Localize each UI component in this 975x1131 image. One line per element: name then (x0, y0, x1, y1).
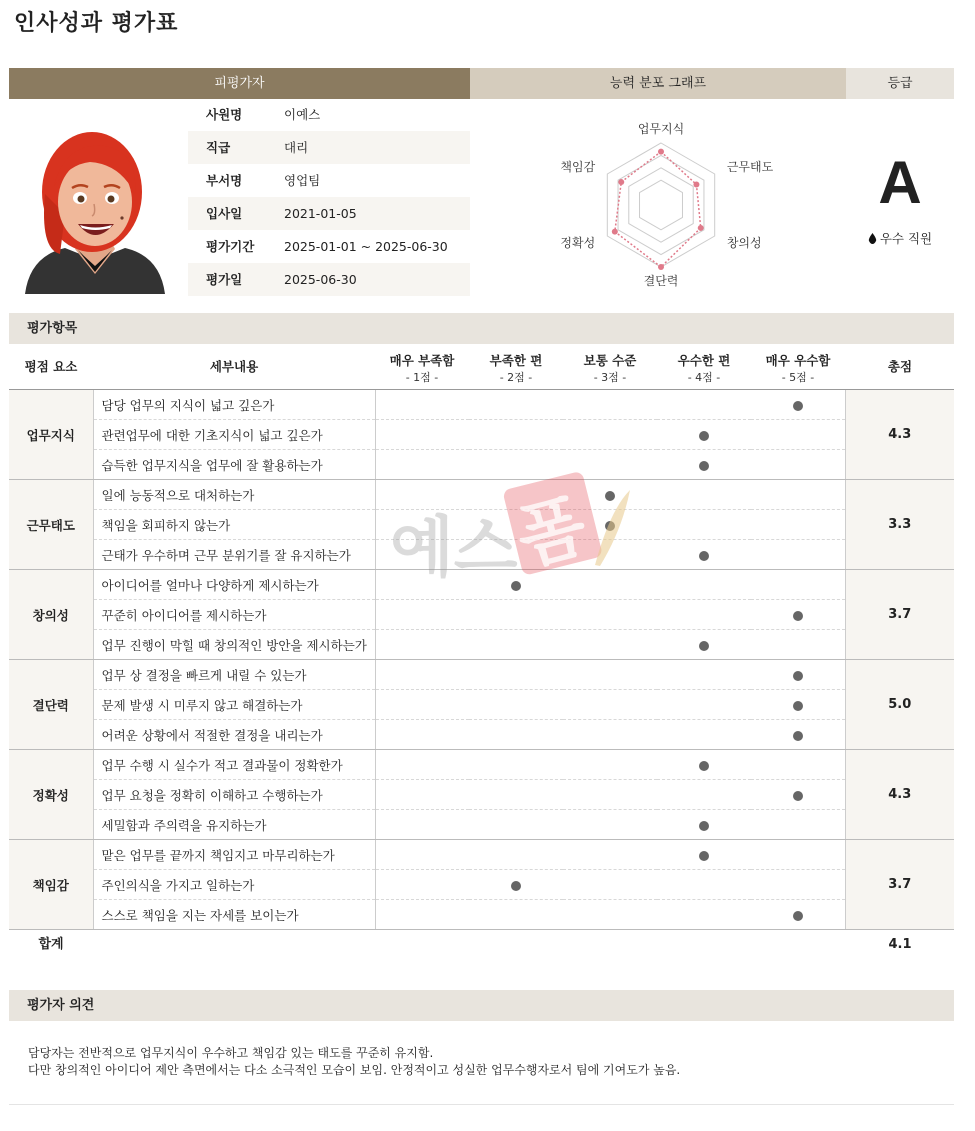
score-cell-4 (657, 750, 751, 780)
score-cell-5 (751, 780, 845, 810)
scale-points: - 1점 - (405, 371, 439, 384)
scale-label: 보통 수준 (583, 353, 637, 368)
score-dot (511, 881, 521, 891)
category-total: 3.7 (845, 840, 954, 930)
radar-point (658, 264, 664, 270)
score-cell-4 (657, 900, 751, 930)
score-cell-1 (375, 810, 469, 840)
item-text: 문제 발생 시 미루지 않고 해결하는가 (93, 690, 375, 720)
item-text: 꾸준히 아이디어를 제시하는가 (93, 600, 375, 630)
opinion-header (9, 990, 954, 1021)
score-cell-2 (469, 420, 563, 450)
radar-axis-label: 창의성 (726, 236, 762, 250)
scale-label: 매우 우수함 (765, 353, 831, 368)
score-cell-5 (751, 510, 845, 540)
score-cell-5 (751, 840, 845, 870)
radar-point (612, 229, 618, 235)
score-cell-5 (751, 540, 845, 570)
info-label: 사원명 (206, 107, 243, 122)
grade-letter: A (878, 149, 922, 216)
score-cell-4 (657, 570, 751, 600)
table-row (9, 540, 954, 570)
table-row (9, 810, 954, 840)
item-text: 세밀함과 주의력을 유지하는가 (93, 810, 375, 840)
table-row (9, 750, 954, 780)
score-cell-3 (563, 750, 657, 780)
bottom-divider (9, 1104, 954, 1105)
score-cell-1 (375, 390, 469, 420)
score-cell-3 (563, 690, 657, 720)
score-cell-1 (375, 750, 469, 780)
score-cell-4 (657, 690, 751, 720)
scale-points: - 4점 - (687, 371, 721, 384)
score-cell-1 (375, 450, 469, 480)
score-cell-4 (657, 870, 751, 900)
score-cell-1 (375, 540, 469, 570)
opinion-line: 담당자는 전반적으로 업무지식이 우수하고 책임감 있는 태도를 꾸준히 유지함. (28, 1046, 434, 1060)
info-row (188, 98, 470, 131)
score-dot (699, 551, 709, 561)
score-cell-3 (563, 510, 657, 540)
info-value: 영업팀 (284, 173, 321, 188)
score-cell-2 (469, 390, 563, 420)
item-text: 아이디어를 얼마나 다양하게 제시하는가 (93, 570, 375, 600)
score-cell-5 (751, 600, 845, 630)
score-cell-4 (657, 390, 751, 420)
graph-header: 능력 분포 그래프 (470, 68, 846, 99)
score-dot (699, 431, 709, 441)
score-dot (699, 851, 709, 861)
score-cell-5 (751, 870, 845, 900)
opinion-line: 다만 창의적인 아이디어 제안 측면에서는 다소 소극적인 모습이 보임. 안정적이고 성실한 업무수행자로서 팀에 기여도가 높음. (28, 1063, 681, 1077)
score-dot (605, 491, 615, 501)
score-cell-3 (563, 570, 657, 600)
grade-header: 등급 (846, 68, 954, 99)
item-text: 책임을 회피하지 않는가 (93, 510, 375, 540)
score-cell-5 (751, 720, 845, 750)
score-cell-4 (657, 840, 751, 870)
category-name: 창의성 (9, 570, 93, 660)
score-cell-4 (657, 510, 751, 540)
score-cell-2 (469, 690, 563, 720)
evaluation-table (9, 390, 954, 930)
info-value: 이예스 (284, 107, 321, 122)
score-cell-4 (657, 630, 751, 660)
score-cell-1 (375, 900, 469, 930)
category-total: 3.3 (845, 480, 954, 570)
grade-description (846, 229, 954, 247)
score-dot (605, 521, 615, 531)
score-cell-5 (751, 750, 845, 780)
score-cell-2 (469, 480, 563, 510)
opinion-title: 평가자 의견 (27, 998, 95, 1013)
section-items-header (9, 313, 954, 344)
col-header-detail (93, 344, 375, 390)
info-label: 부서명 (206, 173, 243, 188)
radar-axis-label: 책임감 (560, 160, 596, 174)
radar-series-line (615, 152, 701, 267)
score-dot (793, 401, 803, 411)
col-header-scale (563, 344, 657, 390)
table-row (9, 690, 954, 720)
score-cell-3 (563, 660, 657, 690)
score-dot (793, 791, 803, 801)
info-label: 직급 (206, 140, 231, 155)
score-cell-4 (657, 810, 751, 840)
radar-axis-label: 정확성 (560, 236, 596, 250)
score-cell-5 (751, 390, 845, 420)
info-row (188, 263, 470, 296)
score-dot (793, 911, 803, 921)
score-cell-3 (563, 810, 657, 840)
category-name: 책임감 (9, 840, 93, 930)
item-text: 주인의식을 가지고 일하는가 (93, 870, 375, 900)
col-header-scale (375, 344, 469, 390)
category-total: 4.3 (845, 390, 954, 480)
score-cell-3 (563, 390, 657, 420)
score-cell-1 (375, 420, 469, 450)
scale-label: 우수한 편 (677, 353, 731, 368)
score-dot (699, 641, 709, 651)
score-dot (699, 461, 709, 471)
col-factor: 평점 요소 (24, 359, 78, 374)
score-cell-2 (469, 810, 563, 840)
score-cell-4 (657, 420, 751, 450)
score-cell-4 (657, 480, 751, 510)
table-row (9, 660, 954, 690)
score-cell-2 (469, 720, 563, 750)
score-cell-1 (375, 690, 469, 720)
score-cell-4 (657, 660, 751, 690)
info-value: 2025-01-01 ~ 2025-06-30 (284, 239, 448, 254)
score-cell-1 (375, 780, 469, 810)
item-text: 담당 업무의 지식이 넓고 깊은가 (93, 390, 375, 420)
info-value: 2021-01-05 (284, 206, 357, 221)
score-cell-4 (657, 780, 751, 810)
score-cell-1 (375, 510, 469, 540)
info-value: 대리 (284, 140, 309, 155)
score-cell-1 (375, 840, 469, 870)
info-row (188, 131, 470, 164)
score-cell-5 (751, 660, 845, 690)
radar-chart (540, 108, 800, 298)
item-text: 일에 능동적으로 대처하는가 (93, 480, 375, 510)
score-cell-2 (469, 570, 563, 600)
score-cell-3 (563, 840, 657, 870)
score-cell-4 (657, 720, 751, 750)
info-label: 평가기간 (206, 239, 255, 254)
info-label: 평가일 (206, 272, 243, 287)
score-dot (699, 761, 709, 771)
radar-point (658, 149, 664, 155)
item-text: 업무 요청을 정확히 이해하고 수행하는가 (93, 780, 375, 810)
score-dot (793, 701, 803, 711)
item-text: 맡은 업무를 끝까지 책임지고 마무리하는가 (93, 840, 375, 870)
category-name: 업무지식 (9, 390, 93, 480)
score-cell-2 (469, 450, 563, 480)
radar-axis-label: 근무태도 (726, 160, 774, 174)
watermark-left: 예스 (390, 509, 518, 580)
score-cell-3 (563, 420, 657, 450)
score-cell-2 (469, 750, 563, 780)
info-value: 2025-06-30 (284, 272, 357, 287)
score-cell-1 (375, 720, 469, 750)
col-header-scale (751, 344, 845, 390)
score-cell-2 (469, 540, 563, 570)
item-text: 근태가 우수하며 근무 분위기를 잘 유지하는가 (93, 540, 375, 570)
score-cell-2 (469, 870, 563, 900)
score-cell-3 (563, 720, 657, 750)
avatar (20, 124, 170, 294)
score-cell-3 (563, 600, 657, 630)
score-dot (793, 731, 803, 741)
table-row (9, 570, 954, 600)
col-header-scale (469, 344, 563, 390)
score-cell-5 (751, 570, 845, 600)
score-cell-4 (657, 540, 751, 570)
score-cell-2 (469, 840, 563, 870)
score-cell-1 (375, 870, 469, 900)
col-header-factor (9, 344, 93, 390)
scale-label: 부족한 편 (489, 353, 543, 368)
radar-grid-ring (640, 180, 683, 230)
item-text: 업무 수행 시 실수가 적고 결과물이 정확한가 (93, 750, 375, 780)
score-dot (699, 821, 709, 831)
score-cell-5 (751, 480, 845, 510)
score-cell-3 (563, 900, 657, 930)
table-row (9, 720, 954, 750)
section-items-label: 평가항목 (27, 321, 78, 336)
item-text: 습득한 업무지식을 업무에 잘 활용하는가 (93, 450, 375, 480)
table-row (9, 780, 954, 810)
radar-axis-label: 결단력 (643, 274, 679, 288)
score-cell-5 (751, 630, 845, 660)
score-cell-2 (469, 630, 563, 660)
score-cell-2 (469, 780, 563, 810)
category-name: 결단력 (9, 660, 93, 750)
info-row (188, 197, 470, 230)
score-cell-3 (563, 450, 657, 480)
item-text: 어려운 상황에서 적절한 결정을 내리는가 (93, 720, 375, 750)
scale-points: - 5점 - (781, 371, 815, 384)
score-cell-3 (563, 780, 657, 810)
page-title: 인사성과 평가표 (14, 11, 179, 36)
score-dot (793, 611, 803, 621)
item-text: 업무 상 결정을 빠르게 내릴 수 있는가 (93, 660, 375, 690)
category-total: 5.0 (845, 660, 954, 750)
score-cell-5 (751, 900, 845, 930)
score-cell-2 (469, 660, 563, 690)
score-cell-3 (563, 630, 657, 660)
radar-grid-ring (618, 155, 704, 254)
item-text: 관련업무에 대한 기초지식이 넓고 깊은가 (93, 420, 375, 450)
category-name: 정확성 (9, 750, 93, 840)
scale-label: 매우 부족함 (389, 353, 455, 368)
category-name: 근무태도 (9, 480, 93, 570)
score-cell-2 (469, 510, 563, 540)
score-dot (511, 581, 521, 591)
score-cell-5 (751, 810, 845, 840)
info-row (188, 164, 470, 197)
table-row (9, 600, 954, 630)
item-text: 업무 진행이 막힐 때 창의적인 방안을 제시하는가 (93, 630, 375, 660)
score-cell-3 (563, 870, 657, 900)
score-cell-1 (375, 570, 469, 600)
radar-point (698, 225, 704, 231)
scale-points: - 3점 - (593, 371, 627, 384)
score-cell-5 (751, 690, 845, 720)
col-total: 총점 (887, 359, 913, 374)
table-row (9, 450, 954, 480)
sum-value: 4.1 (888, 937, 912, 952)
radar-grid-ring (629, 168, 693, 242)
score-cell-1 (375, 660, 469, 690)
info-row (188, 230, 470, 263)
score-cell-2 (469, 900, 563, 930)
score-cell-2 (469, 600, 563, 630)
table-row (9, 390, 954, 420)
col-header-scale (657, 344, 751, 390)
col-header-total (846, 344, 954, 390)
sum-label: 합계 (38, 937, 64, 952)
radar-point (693, 182, 699, 188)
score-cell-4 (657, 600, 751, 630)
scale-points: - 2점 - (499, 371, 533, 384)
evaluatee-header: 피평가자 (9, 68, 470, 99)
drop-icon (868, 233, 877, 244)
table-row (9, 870, 954, 900)
info-label: 입사일 (206, 206, 243, 221)
table-row (9, 900, 954, 930)
table-row (9, 630, 954, 660)
opinion-text (28, 1045, 680, 1079)
radar-point (618, 179, 624, 185)
score-cell-4 (657, 450, 751, 480)
score-dot (793, 671, 803, 681)
score-cell-1 (375, 600, 469, 630)
col-detail: 세부내용 (209, 359, 259, 374)
table-row (9, 510, 954, 540)
score-cell-1 (375, 480, 469, 510)
score-cell-5 (751, 450, 845, 480)
radar-axis-label: 업무지식 (637, 122, 685, 136)
score-cell-1 (375, 630, 469, 660)
watermark-right: 폼 (508, 483, 595, 580)
score-cell-3 (563, 540, 657, 570)
table-row (9, 420, 954, 450)
table-row (9, 840, 954, 870)
category-total: 4.3 (845, 750, 954, 840)
category-total: 3.7 (845, 570, 954, 660)
grade-desc-text: 우수 직원 (879, 231, 933, 246)
score-cell-5 (751, 420, 845, 450)
table-row (9, 480, 954, 510)
item-text: 스스로 책임을 지는 자세를 보이는가 (93, 900, 375, 930)
score-cell-3 (563, 480, 657, 510)
